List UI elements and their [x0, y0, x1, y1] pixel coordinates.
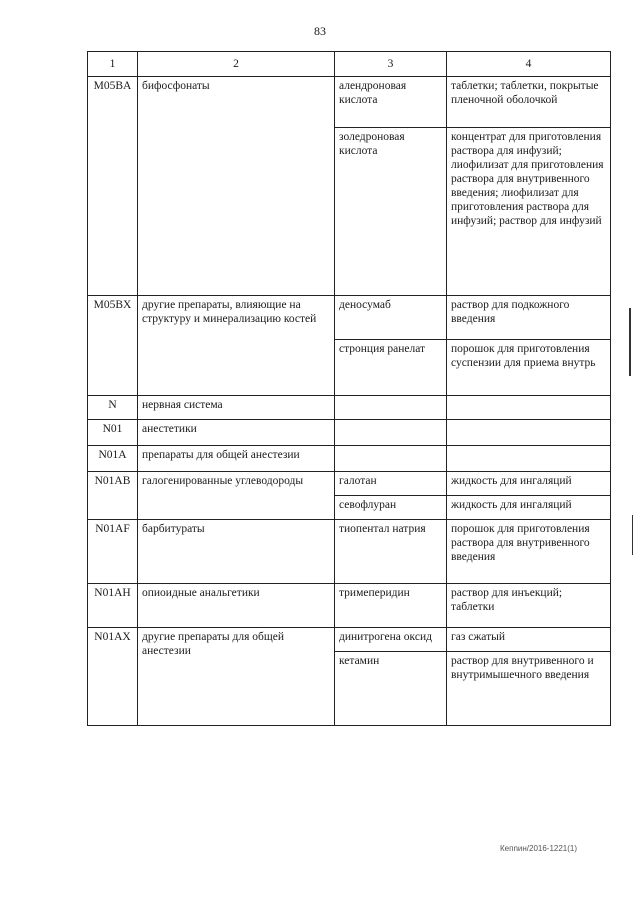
scan-edge-mark [629, 308, 631, 376]
substance-cell: стронция ранелат [335, 340, 447, 396]
substance-cell: тримеперидин [335, 584, 447, 628]
table-row [88, 628, 611, 652]
dosage-form-cell [447, 396, 611, 420]
header-cell: 3 [335, 52, 447, 77]
atc-code-cell: M05BX [88, 296, 138, 396]
table-header-row [88, 52, 611, 77]
atc-code-cell: N [88, 396, 138, 420]
header-cell: 4 [447, 52, 611, 77]
page-number: 83 [314, 24, 326, 38]
group-name-cell: анестетики [138, 420, 335, 446]
group-name-cell: нервная система [138, 396, 335, 420]
dosage-form-cell: раствор для внутривенного и внутримышечного введения [447, 652, 611, 726]
table-row [88, 520, 611, 584]
table-row [88, 296, 611, 340]
substance-cell [335, 396, 447, 420]
substance-cell: галотан [335, 472, 447, 496]
atc-code-cell: N01 [88, 420, 138, 446]
atc-code-cell: M05BA [88, 77, 138, 296]
header-cell: 1 [88, 52, 138, 77]
atc-code-cell: N01A [88, 446, 138, 472]
group-name-cell: бифосфонаты [138, 77, 335, 296]
table-row [88, 396, 611, 420]
dosage-form-cell: раствор для инъекций; таблетки [447, 584, 611, 628]
dosage-form-cell: таблетки; таблетки, покрытые пленочной оболочкой [447, 77, 611, 128]
atc-code-cell: N01AF [88, 520, 138, 584]
substance-cell: динитрогена оксид [335, 628, 447, 652]
table-row [88, 584, 611, 628]
substance-cell: тиопентал натрия [335, 520, 447, 584]
substance-cell: севофлуран [335, 496, 447, 520]
table-row [88, 77, 611, 128]
atc-code-cell: N01AB [88, 472, 138, 520]
dosage-form-cell: раствор для подкожного введения [447, 296, 611, 340]
document-footer-code: Кепnин/2016-1221(1) [500, 844, 578, 853]
substance-cell: алендроновая кислота [335, 77, 447, 128]
dosage-form-cell: жидкость для ингаляций [447, 496, 611, 520]
group-name-cell: другие препараты для общей анестезии [138, 628, 335, 726]
group-name-cell: опиоидные анальгетики [138, 584, 335, 628]
dosage-form-cell: жидкость для ингаляций [447, 472, 611, 496]
table-row [88, 446, 611, 472]
dosage-form-cell [447, 420, 611, 446]
group-name-cell: галогенированные углеводороды [138, 472, 335, 520]
substance-cell: кетамин [335, 652, 447, 726]
table-row [88, 420, 611, 446]
group-name-cell: препараты для общей анестезии [138, 446, 335, 472]
scan-edge-mark [632, 515, 633, 555]
substance-cell: золедроновая кислота [335, 128, 447, 296]
drug-classification-table [87, 51, 611, 726]
group-name-cell: другие препараты, влияющие на структуру и минерализацию костей [138, 296, 335, 396]
substance-cell: деносумаб [335, 296, 447, 340]
header-cell: 2 [138, 52, 335, 77]
atc-code-cell: N01AX [88, 628, 138, 726]
atc-code-cell: N01AH [88, 584, 138, 628]
dosage-form-cell: газ сжатый [447, 628, 611, 652]
group-name-cell: барбитураты [138, 520, 335, 584]
dosage-form-cell [447, 446, 611, 472]
dosage-form-cell: порошок для приготовления раствора для внутривенного введения [447, 520, 611, 584]
substance-cell [335, 446, 447, 472]
dosage-form-cell: порошок для приготовления суспензии для приема внутрь [447, 340, 611, 396]
dosage-form-cell: концентрат для приготовления раствора для инфузий; лиофилизат для приготовления раствора для внутривенного введения; лиофилизат для приготовления раствора для инфузий; раствор для инфузий [447, 128, 611, 296]
table-row [88, 472, 611, 496]
substance-cell [335, 420, 447, 446]
